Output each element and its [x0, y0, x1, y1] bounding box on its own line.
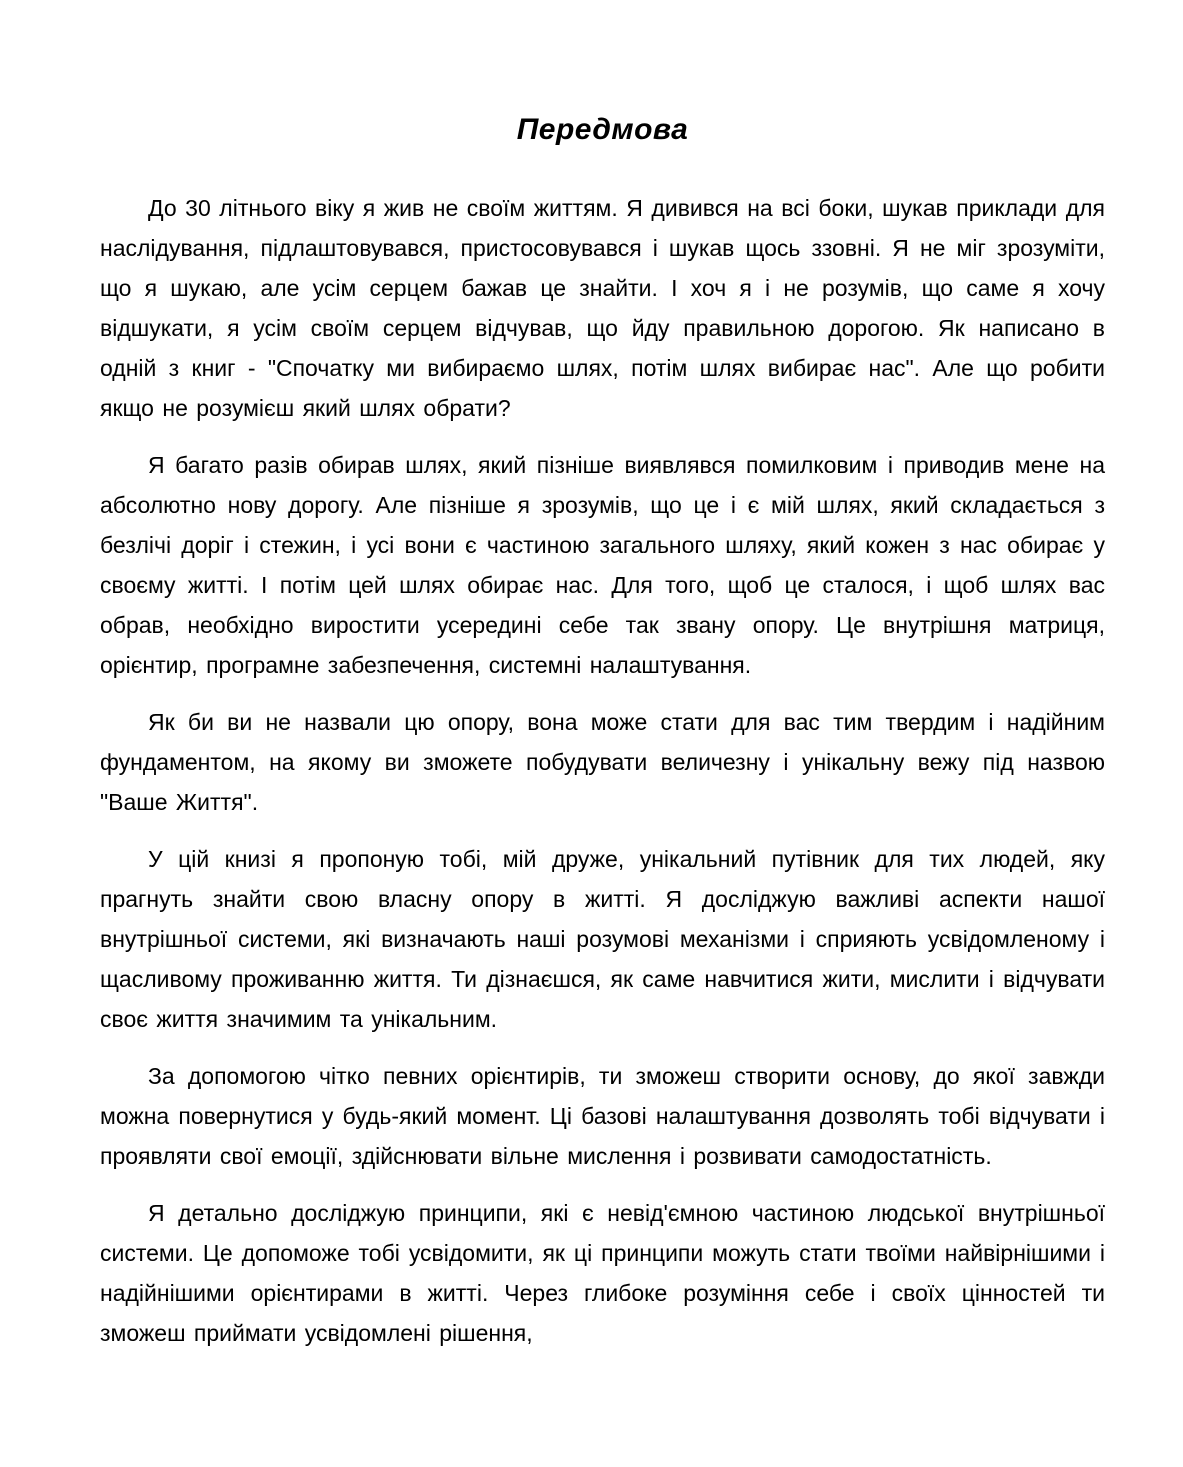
page-title: Передмова: [516, 113, 689, 146]
paragraph-1: До 30 літнього віку я жив не своїм життям. Я дивився на всі боки, шукав приклади для наслідування, підлаштовувався, пристосовувався і шукав щось ззовні. Я не міг зрозуміти, що я шукаю, але усім серцем бажав це знайти. І хоч я і не розумів, що саме я хочу відшукати, я усім своїм серцем відчував, що йду правильною дорогою. Як написано в одній з книг - "Спочатку ми вибираємо шлях, потім шлях вибирає нас". Але що робити якщо не розумієш який шлях обрати?: [100, 195, 1105, 421]
paragraph-4: У цій книзі я пропоную тобі, мій друже, унікальний путівник для тих людей, яку прагнуть знайти свою власну опору в житті. Я досліджую важливі аспекти нашої внутрішньої системи, які визначають наші розумові механізми і сприяють усвідомленому і щасливому проживанню життя. Ти дізнаєшся, як саме навчитися жити, мислити і відчувати своє життя значимим та унікальним.: [100, 846, 1105, 1032]
paragraph-5: За допомогою чітко певних орієнтирів, ти зможеш створити основу, до якої завжди можна повернутися у будь-який момент. Ці базові налаштування дозволять тобі відчувати і проявляти свої емоції, здійснювати вільне мислення і розвивати самодостатність.: [100, 1063, 1105, 1169]
paragraph-2: Я багато разів обирав шлях, який пізніше виявлявся помилковим і приводив мене на абсолютно нову дорогу. Але пізніше я зрозумів, що це і є мій шлях, який складається з безлічі доріг і стежин, і усі вони є частиною загального шляху, який кожен з нас обирає у своєму житті. І потім цей шлях обирає нас. Для того, щоб це сталося, і щоб шлях вас обрав, необхідно виростити усередині себе так звану опору. Це внутрішня матриця, орієнтир, програмне забезпечення, системні налаштування.: [100, 452, 1105, 678]
paragraph-6: Я детально досліджую принципи, які є невід'ємною частиною людської внутрішньої системи. Це допоможе тобі усвідомити, як ці принципи можуть стати твоїми найвірнішими і надійнішими орієнтирами в житті. Через глибоке розуміння себе і своїх цінностей ти зможеш приймати усвідомлені рішення,: [100, 1200, 1105, 1346]
paragraph-3: Як би ви не назвали цю опору, вона може стати для вас тим твердим і надійним фундаментом, на якому ви зможете побудувати величезну і унікальну вежу під назвою "Ваше Життя".: [100, 709, 1105, 815]
